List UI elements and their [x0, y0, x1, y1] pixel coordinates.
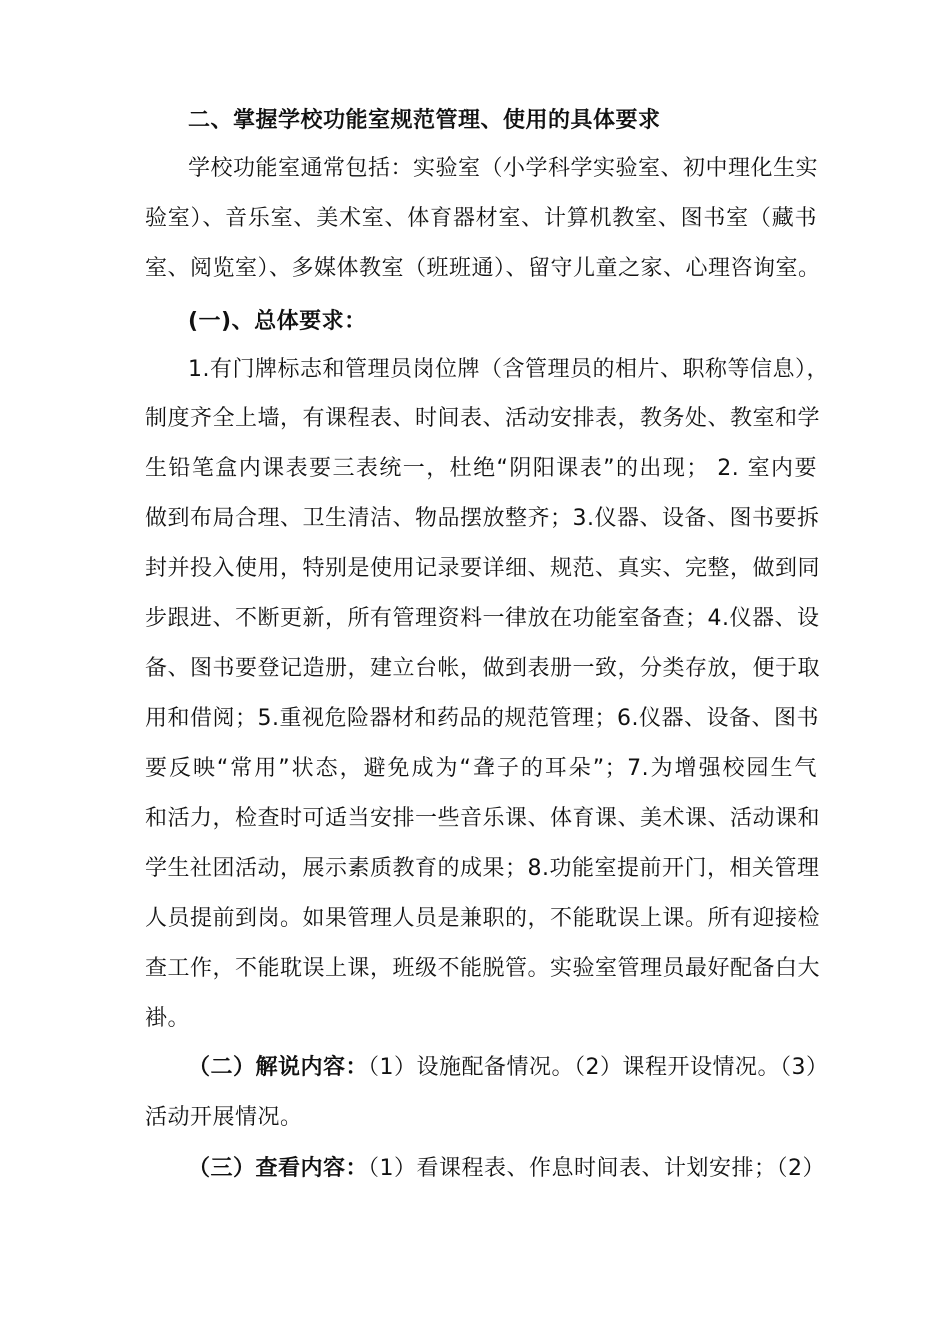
explain-line: [188, 1053, 829, 1083]
inspect-heading: （三）查看内容：: [188, 1156, 369, 1181]
paragraph-line: 生铅笔盒内课表要三表统一，杜绝“阴阳课表”的出现； 2. 室内要: [145, 456, 817, 481]
intro-line: 学校功能室通常包括：实验室（小学科学实验室、初中理化生实: [188, 156, 819, 181]
paragraph-line: 要反映“常用”状态，避免成为“聋子的耳朵”；7.为增强校园生气: [145, 756, 817, 781]
paragraph-line: 查工作，不能耽误上课，班级不能脱管。实验室管理员最好配备白大: [145, 956, 821, 981]
inspect-text: （1）看课程表、作息时间表、计划安排；（2）: [368, 1156, 826, 1181]
paragraph-line: 1.有门牌标志和管理员岗位牌（含管理员的相片、职称等信息），: [188, 357, 829, 382]
paragraph-line: 和活力，检查时可适当安排一些音乐课、体育课、美术课、活动课和: [145, 806, 821, 831]
general-requirements-heading: (一)、总体要求：: [188, 309, 367, 334]
explain-heading: （二）解说内容：: [188, 1055, 369, 1080]
paragraph-line: 人员提前到岗。如果管理人员是兼职的，不能耽误上课。所有迎接检: [145, 906, 821, 931]
paragraph-line: 学生社团活动，展示素质教育的成果；8.功能室提前开门，相关管理: [145, 856, 820, 881]
inspect-line: [188, 1154, 825, 1184]
intro-line: 验室）、音乐室、美术室、体育器材室、计算机教室、图书室（藏书: [145, 206, 817, 231]
section-title: 二、掌握学校功能室规范管理、使用的具体要求: [188, 108, 661, 133]
paragraph-line: 用和借阅；5.重视危险器材和药品的规范管理；6.仪器、设备、图书: [145, 706, 819, 731]
paragraph-line: 做到布局合理、卫生清洁、物品摆放整齐；3.仪器、设备、图书要拆: [145, 506, 820, 531]
paragraph-line: 备、图书要登记造册，建立台帐，做到表册一致，分类存放，便于取: [145, 656, 821, 681]
explain-line: 活动开展情况。: [145, 1105, 303, 1130]
paragraph-line: 封并投入使用，特别是使用记录要详细、规范、真实、完整，做到同: [145, 556, 821, 581]
paragraph-line: 制度齐全上墙，有课程表、时间表、活动安排表，教务处、教室和学: [145, 406, 821, 431]
paragraph-line: 褂。: [145, 1006, 191, 1031]
intro-line: 室、阅览室）、多媒体教室（班班通）、留守儿童之家、心理咨询室。: [145, 256, 821, 281]
explain-text: （1）设施配备情况。（2）课程开设情况。（3）: [368, 1055, 829, 1080]
paragraph-line: 步跟进、不断更新，所有管理资料一律放在功能室备查；4.仪器、设: [145, 606, 820, 631]
